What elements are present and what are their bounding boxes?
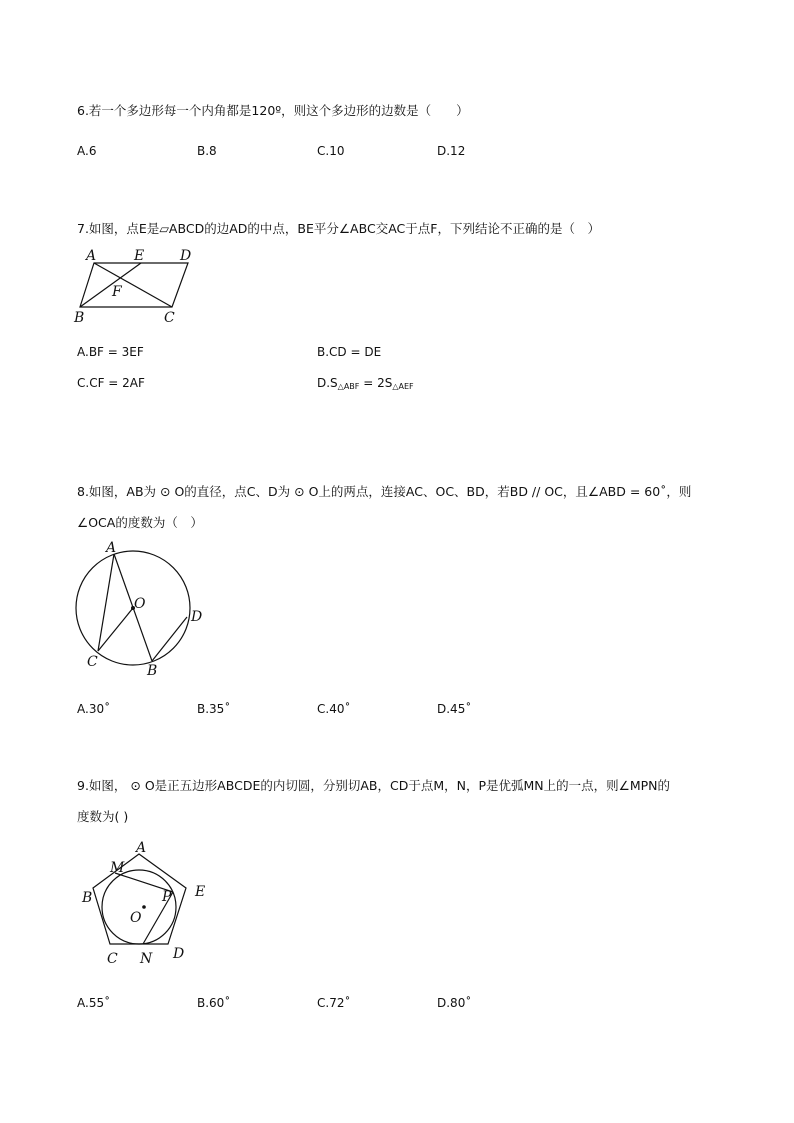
- question-6-stem: 6.若一个多边形每一个内角都是120º，则这个多边形的边数是（ ）: [77, 103, 469, 118]
- label-d: D: [173, 946, 185, 962]
- segment-ac: [94, 263, 172, 307]
- q7-parallelogram-figure: [72, 244, 202, 328]
- label-c: C: [87, 654, 98, 670]
- q8-option-a: A.30˚: [77, 702, 111, 716]
- label-b: B: [147, 663, 158, 679]
- question-8-stem-line2: ∠OCA的度数为（ ）: [77, 515, 203, 530]
- q9-option-b: B.60˚: [197, 996, 231, 1010]
- q7-option-d-prefix: D.S: [317, 376, 338, 390]
- question-7: [77, 221, 600, 237]
- question-8: [77, 484, 691, 531]
- segment-ac: [98, 554, 114, 651]
- question-7-stem: 7.如图，点E是▱ABCD的边AD的中点，BE平分∠ABC交AC于点F，下列结论不正确的是（ ）: [77, 221, 600, 236]
- label-e: E: [134, 248, 145, 264]
- q6-option-a: A.6: [77, 144, 97, 158]
- label-a: A: [136, 840, 147, 856]
- question-9: [77, 778, 670, 825]
- label-c: C: [164, 310, 175, 326]
- q7-option-d-mid: = 2S: [359, 376, 393, 390]
- segment-bd: [152, 617, 187, 661]
- label-b: B: [82, 890, 93, 906]
- pentagon-abcde: [93, 854, 186, 944]
- question-8-stem-line1: 8.如图，AB为 ⊙ O的直径，点C、D为 ⊙ O上的两点，连接AC、OC、BD，若BD // OC，且∠ABD = 60˚，则: [77, 484, 692, 499]
- q7-option-d: [317, 376, 414, 390]
- q9-option-c: C.72˚: [317, 996, 351, 1010]
- label-n: N: [140, 951, 153, 967]
- q9-option-d: D.80˚: [437, 996, 472, 1010]
- q6-option-b: B.8: [197, 144, 217, 158]
- question-9-stem-line1: 9.如图， ⊙ O是正五边形ABCDE的内切圆，分别切AB，CD于点M，N，P是优弧MN上的一点，则∠MPN的: [77, 778, 671, 793]
- center-point-o: [142, 905, 146, 909]
- question-9-stem-line2: 度数为( ): [77, 809, 129, 824]
- label-a: A: [106, 540, 117, 556]
- label-o: O: [134, 596, 146, 612]
- q7-option-c: C.CF = 2AF: [77, 376, 145, 390]
- label-f: F: [112, 284, 122, 300]
- segment-oc: [98, 608, 133, 651]
- label-d: D: [180, 248, 192, 264]
- label-e: E: [195, 884, 206, 900]
- label-o: O: [130, 910, 142, 926]
- label-c: C: [107, 951, 118, 967]
- q6-option-c: C.10: [317, 144, 345, 158]
- question-6: [77, 103, 469, 119]
- label-b: B: [74, 310, 85, 326]
- q7-option-d-sub1: △ABF: [337, 382, 360, 391]
- label-d: D: [191, 609, 203, 625]
- q8-option-b: B.35˚: [197, 702, 231, 716]
- q7-option-a: A.BF = 3EF: [77, 345, 144, 359]
- q8-option-d: D.45˚: [437, 702, 472, 716]
- label-m: M: [110, 860, 125, 876]
- q7-option-d-sub2: △AEF: [392, 382, 414, 391]
- q9-pentagon-figure: [78, 838, 218, 968]
- label-p: P: [162, 889, 172, 905]
- q7-option-b: B.CD = DE: [317, 345, 382, 359]
- q9-option-a: A.55˚: [77, 996, 111, 1010]
- label-a: A: [86, 248, 97, 264]
- q6-option-d: D.12: [437, 144, 466, 158]
- q8-option-c: C.40˚: [317, 702, 351, 716]
- q8-circle-figure: [70, 535, 210, 680]
